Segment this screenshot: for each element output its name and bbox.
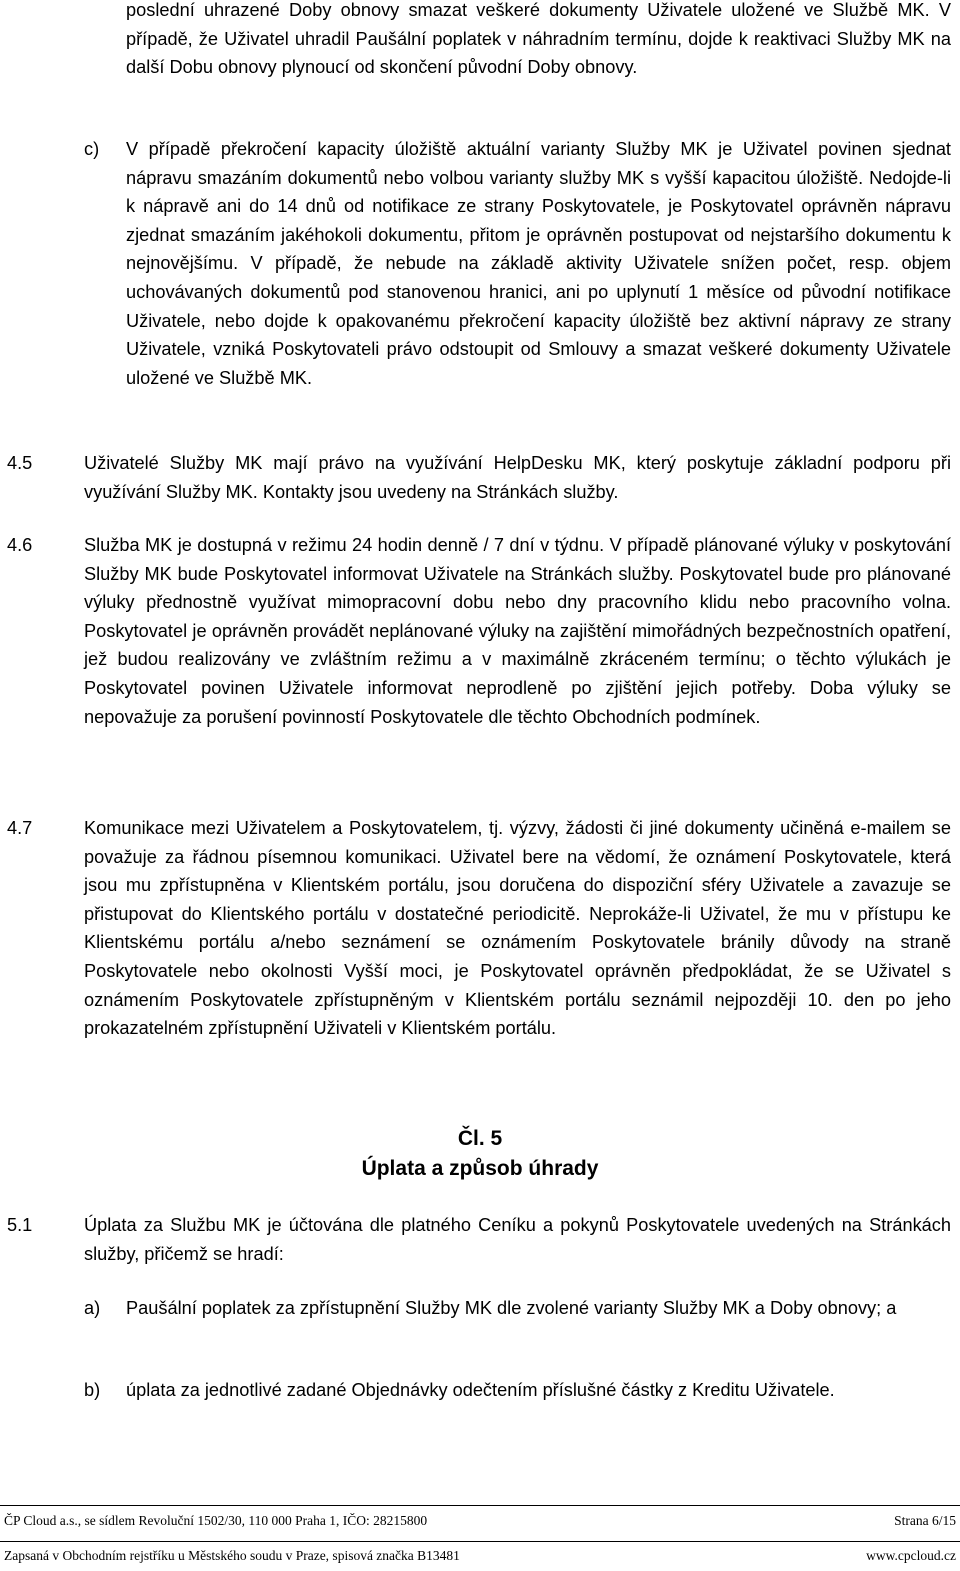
item-c-paragraph: V případě překročení kapacity úložiště aktuální varianty Služby MK je Uživatel povinen sjednat nápravu smazáním dokumentů nebo volbou varianty služby MK s vyšší kapacitou úložiště. Nedojde-li k nápravě ani do 14 dnů od notifikace ze strany Poskytovatele, je Poskytovatel oprávněn nápravu zjednat smazáním jakéhokoli dokumentu, přitom je oprávněn postupovat od nejstaršího dokumentu k nejnovějšímu. V případě, že nebude na základě aktivity Uživatele snížen počet, resp. objem uchovávaných dokumentů pod stanovenou hranici, ani po uplynutí 1 měsíce od původní notifikace Uživatele, nebo dojde k opakovanému překročení kapacity úložiště bez aktivní nápravy ze strany Uživatele, vzniká Poskytovateli právo odstoupit od Smlouvy a smazat veškeré dokumenty Uživatele uložené ve Službě MK.	[126, 139, 951, 388]
footer-top-rule	[0, 1505, 960, 1506]
item-a-marker: a)	[84, 1298, 101, 1318]
item-b-marker: b)	[84, 1380, 101, 1400]
article-number: Čl. 5	[457, 1127, 503, 1150]
section-4-6-number: 4.6	[7, 535, 33, 555]
footer-website: www.cpcloud.cz	[866, 1548, 956, 1563]
footer-page-number: Strana 6/15	[894, 1513, 956, 1528]
section-5-1-paragraph: Úplata za Službu MK je účtována dle platného Ceníku a pokynů Poskytovatele uvedených na Stránkách služby, přičemž se hradí:	[84, 1215, 951, 1264]
section-4-6-paragraph: Služba MK je dostupná v režimu 24 hodin denně / 7 dní v týdnu. V případě plánované výluky v poskytování Služby MK bude Poskytovatel informovat Uživatele na Stránkách služby. Poskytovatel bude pro plánované výluky přednostně využívat mimopracovní dobu nebo dny pracovního klidu nebo pracovního volna. Poskytovatel je oprávněn provádět neplánované výluky na zajištění mimořádných bezpečnostních opatření, jež budou realizovány ve zvláštním režimu a v maximálně zkráceném termínu; o těchto výlukách je Poskytovatel povinen Uživatele informovat neprodleně po zjištění jejich potřeby. Doba výluky se nepovažuje za porušení povinností Poskytovatele dle těchto Obchodních podmínek.	[84, 535, 951, 727]
item-a-paragraph: Paušální poplatek za zpřístupnění Služby MK dle zvolené varianty Služby MK a Doby obnovy; a	[126, 1298, 897, 1318]
footer-company: ČP Cloud a.s., se sídlem Revoluční 1502/30, 110 000 Praha 1, IČO: 28215800	[4, 1513, 428, 1528]
article-title: Úplata a způsob úhrady	[361, 1157, 599, 1180]
section-4-5-paragraph: Uživatelé Služby MK mají právo na využívání HelpDesku MK, který poskytuje základní podporu při využívání Služby MK. Kontakty jsou uvedeny na Stránkách služby.	[84, 453, 951, 502]
section-4-7-paragraph: Komunikace mezi Uživatelem a Poskytovatelem, tj. výzvy, žádosti či jiné dokumenty učiněná e-mailem se považuje za řádnou písemnou komunikaci. Uživatel bere na vědomí, že oznámení Poskytovatele, která jsou mu zpřístupněna v Klientském portálu, jsou doručena do dispoziční sféry Uživatele a zavazuje se přistupovat do Klientského portálu v dostatečné periodicitě. Neprokáže-li Uživatel, že mu v přístupu ke Klientskému portálu a/nebo seznámení se oznámením Poskytovatele bránily důvody na straně Poskytovatele nebo okolnosti Vyšší moci, je Poskytovatel oprávněn předpokládat, že se Uživatel s oznámením Poskytovatele zpřístupněným v Klientském portálu seznámil nejpozději 10. den po jeho prokazatelném zpřístupnění Uživateli v Klientském portálu.	[84, 818, 951, 1039]
continuation-paragraph: poslední uhrazené Doby obnovy smazat veškeré dokumenty Uživatele uložené ve Službě MK. V případě, že Uživatel uhradil Paušální poplatek v náhradním termínu, dojde k reaktivaci Služby MK na další Dobu obnovy plynoucí od skončení původní Doby obnovy.	[126, 0, 951, 78]
footer-registry: Zapsaná v Obchodním rejstříku u Městského soudu v Praze, spisová značka B13481	[4, 1548, 460, 1563]
footer-middle-rule	[0, 1541, 960, 1542]
section-5-1-number: 5.1	[7, 1215, 33, 1235]
item-c-marker: c)	[84, 139, 100, 159]
section-4-7-number: 4.7	[7, 818, 33, 838]
item-b-paragraph: úplata za jednotlivé zadané Objednávky odečtením příslušné částky z Kreditu Uživatele.	[126, 1380, 835, 1400]
section-4-5-number: 4.5	[7, 453, 33, 473]
